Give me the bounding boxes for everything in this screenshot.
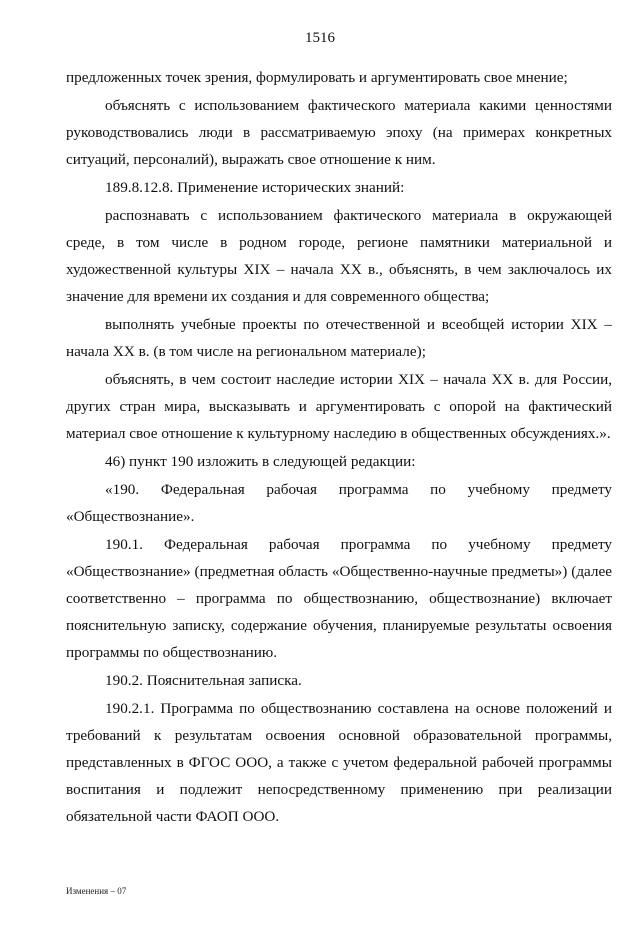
paragraph: 46) пункт 190 изложить в следующей редакции: [105, 453, 416, 470]
paragraph: 189.8.12.8. Применение исторических знаний: [105, 179, 405, 196]
paragraph: распознавать с использованием фактического материала в окружающей среде, в том числе в родном городе, регионе памятники материальной и художественной культуры XIX – начала XX в., объяснять, в чем заключалось их значение для времени их создания и для современного общества; [66, 207, 612, 305]
paragraph: объяснять, в чем состоит наследие истории XIX – начала XX в. для России, других стран мира, высказывать и аргументировать с опорой на фактический материал свое отношение к культурному наследию в общественных обсуждениях.». [66, 371, 612, 442]
footer-note: Изменения – 07 [66, 886, 127, 896]
paragraph: 190.2. Пояснительная записка. [105, 672, 302, 689]
paragraph: 190.2.1. Программа по обществознанию составлена на основе положений и требований к результатам освоения основной образовательной программы, представленных в ФГОС ООО, а также с учетом федеральной рабочей программы воспитания и подлежит непосредственному применению при реализации обязательной части ФАОП ООО. [66, 700, 612, 825]
page-number: 1516 [305, 30, 335, 46]
paragraph: выполнять учебные проекты по отечественной и всеобщей истории XIX – начала XX в. (в том числе на региональном материале); [66, 316, 612, 360]
paragraph: 190.1. Федеральная рабочая программа по учебному предмету «Обществознание» (предметная область «Общественно-научные предметы») (далее соответственно – программа по обществознанию, обществознание) включает пояснительную записку, содержание обучения, планируемые результаты освоения программы по обществознанию. [66, 536, 612, 661]
document-body [66, 64, 612, 831]
paragraph: объяснять с использованием фактического материала какими ценностями руководствовались люди в рассматриваемую эпоху (на примерах конкретных ситуаций, персоналий), выражать свое отношение к ним. [66, 97, 612, 168]
paragraph: предложенных точек зрения, формулировать и аргументировать свое мнение; [66, 69, 568, 86]
paragraph: «190. Федеральная рабочая программа по учебному предмету «Обществознание». [66, 481, 612, 525]
